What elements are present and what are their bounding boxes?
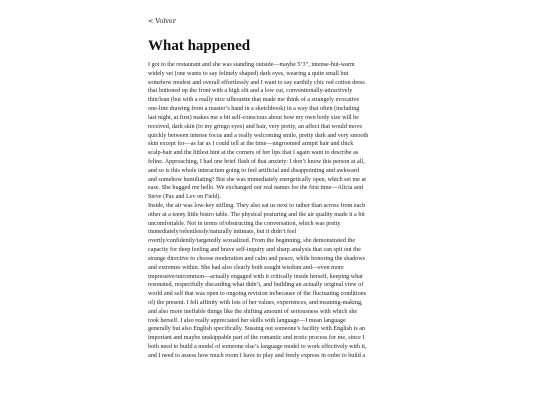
story-line: important and maybe unskippable part of the romantic and erotic process for me, since I <box>148 335 365 342</box>
story-line: widely set (one wants to say felinely shaped) dark eyes, wearing a quite small but <box>148 70 349 77</box>
story-line: quickly between intense focus and a really welcoming smile, pretty dark and very smooth <box>148 132 369 139</box>
story-line: capacity for deep feeling and brave self-inquiry and sharp analysis that can spit out the <box>148 247 361 254</box>
story-line: thin/lean (but with a really nice silhouette that made me think of a strangely evocative <box>148 97 360 104</box>
story-line: somehow modest and overall effortlessly and I want to say earthily chic red cotton dress <box>148 79 365 86</box>
story-line: and also more ineffable things like the shifting amount of seriousness with which she <box>148 308 358 315</box>
story-line: Steve (Paz and Lev on Field). <box>148 194 221 201</box>
story-line: impressive/uncommon—actually engaged with it critically inside herself, keeping what <box>148 273 363 280</box>
story-line: strange directive to choose moderation and calm and peace, while honoring the shadows <box>148 255 366 262</box>
story-line: both need to build a model of someone else’s language model to work effectively with it, <box>148 344 367 350</box>
story-line: of) the present. I felt affinity with lots of her values, experiences, and meaning-making, <box>148 299 363 306</box>
story-line: I got to the restaurant and she was standing outside—maybe 5’3”, intense-but-warm <box>148 62 355 68</box>
back-link[interactable]: < Volver <box>148 17 176 25</box>
story-line: took herself. I also really appreciated her skills with language—I mean language <box>148 317 346 324</box>
story-line: and I need to assess how much room I have to play and freely express in order to build a <box>148 352 366 359</box>
story-line: scalp-hair and the littlest hint at the corners of her lips that I again want to describe as <box>148 150 359 157</box>
story-line: resonated, respectfully discarding what didn’t, and building an actually original view of <box>148 282 364 289</box>
story-line: other at a teeny little bistro table. The physical posturing and the air quality made it a bit <box>148 211 365 218</box>
story-line: received, dark skin (to my gringo eyes) and hair, very pretty, an affect that would move <box>148 123 363 130</box>
story-line: generally but also English specifically. Sussing out someone’s facility with English is an <box>148 326 366 333</box>
story-line: and extremes within. She had also clearly both sought wisdom and—even more <box>148 264 344 271</box>
article-page <box>148 0 394 405</box>
story-line: one-line drawing from a master’s hand in a sketchbook) in a way that often (including <box>148 106 360 113</box>
page-title: What happened <box>148 38 251 54</box>
story-line: and so is this whole interaction going to feel artificial and disappointing and awkward <box>148 167 359 174</box>
story-line: skin except for—as far as I could tell at the time—ungroomed armpit hair and thick <box>148 141 354 148</box>
story-line: and somehow humiliating? But she was immediately energetically open, which set me at <box>148 176 366 183</box>
story-body <box>148 61 394 361</box>
story-line: last night, at first) makes me a bit self-conscious about how my own body size will be <box>148 114 359 121</box>
story-line: world and self that was open to ongoing revision in/because of the fluctuating conditions <box>148 291 367 298</box>
story-line: Inside, the air was low-key stifling. They also sat us next to rather than across from each <box>148 203 366 209</box>
story-line: that buttoned up the front with a high slit and a low cut, conventionally-attractively <box>148 88 353 95</box>
story-line: overtly/confidently/targetedly sexualized. From the beginning, she demonstrated the <box>148 238 356 245</box>
story-line: feline. Approaching, I had one brief flash of that anxiety: I don’t know this person at all, <box>148 158 365 165</box>
story-line: uncomfortable. Not in terms of/obstructing the conversation, which was pretty <box>148 220 341 227</box>
story-line: ease. She hugged me hello. We exchanged our real names for the first time—Alicia and <box>148 185 363 192</box>
story-line: immediately/relentlessly/naturally intimate, but it didn’t feel <box>148 229 297 236</box>
